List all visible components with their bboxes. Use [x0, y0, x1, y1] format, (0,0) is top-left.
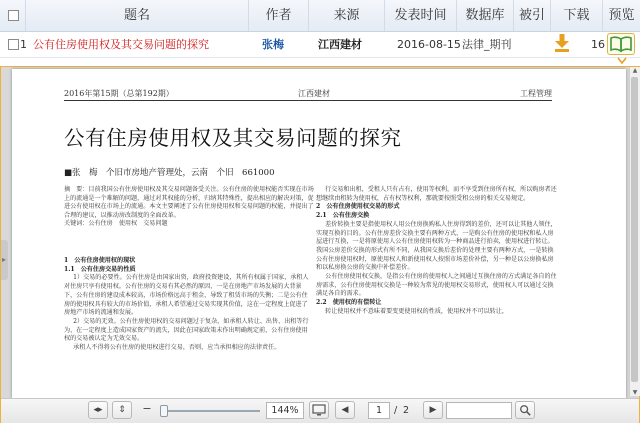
document-title: 公有住房使用权及其交易问题的探究 — [64, 126, 402, 150]
section-heading: 1 公有住房使用权的现状 — [64, 257, 136, 264]
abstract-text — [64, 186, 314, 220]
issue-info: 2016年第15期（总第192期） — [64, 89, 174, 98]
database-name: 法律_期刊 — [462, 38, 512, 51]
section-heading: 2.1 公有住房交换 — [316, 212, 370, 220]
row-checkbox[interactable] — [8, 39, 19, 50]
paragraph: 2）交易的无效。公有住房使用权的交易问题过于复杂，如承租人转让、出售、出租等行为，在一定程度上造成国家资产的流失，因此在国家政策未作出明确规定前，公有住房使用权的交易被认定为无效交易。 — [64, 317, 309, 343]
scroll-down-icon[interactable]: ▼ — [632, 389, 638, 396]
table-row — [0, 32, 640, 58]
section-heading: 2.2 使用权的有偿转让 — [316, 299, 382, 307]
source-link[interactable]: 江西建材 — [318, 38, 362, 51]
col-preview-header: 预览 — [608, 8, 635, 23]
zoom-slider-track[interactable] — [160, 410, 260, 412]
running-header — [64, 88, 552, 101]
abstract-body: 目前我国公有住房使用权及其交易问题备受关注。公有住房的使用权能否实现在市场上的流通是一个难解的问题，通过对其权能的分析，归纳其特殊性，提出相应的解决对策，促进公有使用权在市场上的流通。本文主要阐述了公有住房使用权和交易问题的权能，并提出了合理的建议，以推动房改制度的全面改革。 — [64, 186, 314, 219]
document-page — [12, 69, 626, 399]
scroll-up-icon[interactable]: ▲ — [632, 67, 638, 74]
vertical-scrollbar[interactable] — [629, 67, 640, 396]
row-index: 1 — [20, 38, 27, 51]
abstract-block — [64, 186, 314, 229]
col-cited-header[interactable]: 被引 — [514, 0, 551, 31]
zoom-level-field[interactable]: 144% — [266, 402, 304, 419]
body-column-right — [316, 186, 559, 317]
keywords-value: 公有住房 使用权 交易问题 — [88, 220, 168, 228]
col-date-header[interactable]: 发表时间 — [385, 0, 457, 31]
paragraph: 公有住房使用权交换，是指公有住房的使用权人之间通过互换住房的方式满足各自的住房需求，公有住房使用权交换是一种较为常见的使用权交易形式，使用权人可以通过交换满足各自的需求。 — [316, 273, 557, 298]
collapse-handle[interactable] — [1, 240, 8, 280]
select-all-checkbox[interactable] — [8, 10, 19, 21]
col-author-header[interactable]: 作者 — [249, 0, 309, 31]
current-page-field[interactable]: 1 — [368, 402, 390, 419]
download-count: 16 — [591, 38, 605, 51]
col-database-header[interactable]: 数据库 — [457, 0, 514, 31]
col-title-header[interactable]: 题名 — [26, 0, 249, 31]
select-all-cell[interactable] — [0, 0, 26, 31]
zoom-out-button[interactable] — [138, 401, 156, 419]
paragraph: 差价转换主要是指使用权人用公住房换购私人住房得到的差价，还可以让其他人领住，实现互换的目的。公有住房差价交换主要有两种方式，一是购公有住房的使用权和私人房屋进行互换，一是将原使用人公有住房使用权转为一种商品进行拍卖，使用权进行转让。我国公房差价交换的形式有所不同，从我国交换后差价的处理主要有两种方式，一是转换公有住房使用权时，原使用权人和新使用权人按照市场差价补偿，另一种是以公房换私房和以私房换公房的交换中补偿差价。 — [316, 220, 557, 272]
arrow-right-icon: ▶ — [429, 405, 437, 415]
arrows-vertical-icon: ⇕ — [118, 405, 126, 415]
fit-width-button[interactable] — [88, 401, 108, 419]
search-icon — [519, 404, 531, 416]
chevron-right-icon: ▸ — [2, 255, 7, 264]
journal-name: 江西建材 — [298, 89, 330, 98]
monitor-icon — [312, 404, 326, 416]
minus-icon: − — [142, 402, 152, 415]
section-heading: 1.1 公有住房交易的性质 — [64, 265, 136, 273]
search-input[interactable] — [446, 402, 512, 419]
arrows-horizontal-icon: ◂▸ — [93, 405, 103, 415]
abstract-label: 摘 要： — [64, 186, 89, 193]
download-icon[interactable] — [555, 34, 569, 52]
results-table-header — [0, 0, 640, 32]
preview-pointer-icon — [617, 57, 627, 65]
fit-height-button[interactable] — [112, 401, 132, 419]
next-page-button[interactable] — [423, 401, 443, 419]
zoom-slider-handle[interactable] — [160, 405, 168, 417]
author-affiliation: ■张 梅 个旧市房地产管理处，云南 个旧 661000 — [64, 168, 275, 178]
section-name: 工程管理 — [520, 89, 552, 98]
scrollbar-thumb[interactable] — [631, 77, 638, 382]
paragraph: 1）交易的必要性。公有住房是由国家出资，政府投资建设，其所有权属于国家，承租人对住房只享有使用权。公有住房的交易有其必然的原因，一是在房地产市场发展的大背景下，公有住房的建设成本较高，市场价格远高于租金，导致了租赁市场的失衡；二是公有住房的使用权具有较大的市场价值，承租人希望通过交易实现其价值，这在一定程度上促进了房地产市场的流通和发展。 — [64, 274, 309, 317]
arrow-left-icon: ◀ — [341, 405, 349, 415]
preview-button[interactable] — [607, 33, 635, 55]
page-separator: / — [394, 405, 398, 416]
col-download-header[interactable]: 下载 — [551, 0, 603, 31]
paragraph: 承租人不得将公有住房的使用权进行交易，否则，应当承担相应的法律责任。 — [73, 344, 281, 352]
open-book-icon — [608, 34, 634, 54]
body-column-left — [64, 257, 312, 353]
fullscreen-button[interactable] — [309, 401, 329, 419]
author-link[interactable]: 张梅 — [262, 38, 284, 51]
total-pages: 2 — [403, 405, 410, 416]
previous-page-button[interactable] — [335, 401, 355, 419]
paragraph: 转让使用权并不意味着要变更使用权的性质，使用权并不可以转让， — [325, 307, 508, 315]
col-source-header[interactable]: 来源 — [309, 0, 385, 31]
paragraph: 行交易和出租，受租人只有占有，使用等权利，而不享受到住房所有权，所以购房者还想继续由租转为使用权，占有权等权利，那就要按照受租公房的相关交易规定。 — [316, 186, 557, 202]
publish-date: 2016-08-15 — [397, 38, 461, 51]
article-title-link[interactable]: 公有住房使用权及其交易问题的探究 — [33, 38, 209, 51]
search-button[interactable] — [515, 401, 535, 419]
keywords — [64, 220, 314, 229]
keywords-label: 关键词： — [64, 220, 89, 228]
section-heading: 2 公有住房使用权交易的形式 — [316, 203, 400, 211]
